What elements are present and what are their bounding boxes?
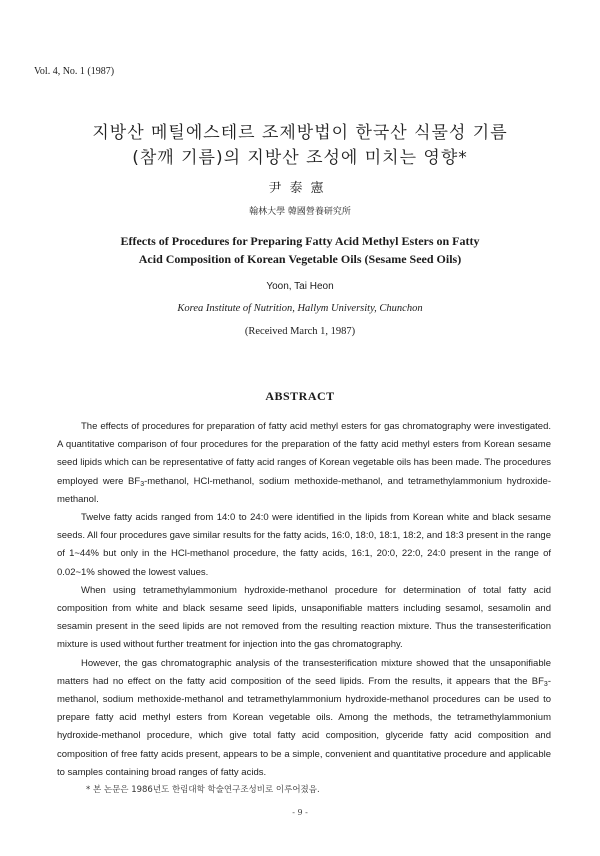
korean-author: 尹泰憲 [268,181,332,196]
abstract-paragraph-3: When using tetramethylammonium hydroxide-methanol procedure for determination of total fatty acid composition from white and black sesame seed lipids, unsaponifiable matters including sesamol, sesamolin and sesamin present in the seed lipids are not removed from the resulting reaction mixture. Thus the transesterification mixture is used without further treatment for injection into the gas chromatography. [57,584,551,651]
abstract-body [57,418,551,782]
english-title [0,232,600,268]
korean-title-line2: (참깨 기름)의 지방산 조성에 미치는 영향* [132,148,468,168]
korean-title-line1: 지방산 메틸에스테르 조제방법이 한국산 식물성 기름 [92,123,508,143]
english-author: Yoon, Tai Heon [266,281,334,292]
footnote: * 본 논문은 1986년도 한림대학 학술연구조성비로 이루어졌음. [86,785,320,795]
korean-affiliation: 翰林大學 韓國營養研究所 [249,207,351,217]
page-number: - 9 - [292,808,308,817]
received-date: (Received March 1, 1987) [244,326,356,337]
english-title-line1: Effects of Procedures for Preparing Fatty Acid Methyl Esters on Fatty [120,234,480,248]
english-title-line2: Acid Composition of Korean Vegetable Oils (Sesame Seed Oils) [138,252,462,266]
english-affiliation: Korea Institute of Nutrition, Hallym University, Chunchon [177,303,423,314]
volume-header: Vol. 4, No. 1 (1987) [34,66,115,77]
abstract-paragraph-4: However, the gas chromatographic analysis of the transesterification mixture showed that the unsaponifiable matters had no effect on the fatty acid composition of the seed lipids. From the results, it appears that the $BF_3$-methanol, sodium methoxide-methanol and tetramethylammonium hydroxide-methanol procedures can be used to prepare fatty acid methyl esters from Korean vegetable oils. Among the methods, the tetramethylammonium hydroxide-methanol procedure, which give total fatty acid composition, glyceride fatty acid composition and composition of free fatty acids present, appears to be a simple, convenient and quantitative procedure and applicable to samples containing broad ranges of fatty acids. [57,657,551,778]
abstract-paragraph-2: Twelve fatty acids ranged from 14:0 to 24:0 were identified in the lipids from Korean white and black sesame seeds. All four procedures gave similar results for the fatty acids, 16:0, 18:0, 18:1, 18:2, and 18:3 present in the range of 1~44% but only in the HCl-methanol procedure, the fatty acids, 16:1, 20:0, 22:0, 24:0 present in the range of 0.02~1% showed the lowest values. [57,512,551,578]
abstract-heading: ABSTRACT [265,389,335,403]
abstract-paragraph-1: The effects of procedures for preparation of fatty acid methyl esters for gas chromatography were investigated. A quantitative comparison of four procedures for the preparation of the fatty acid methyl esters from Korean sesame seed lipids which can be representative of fatty acid ranges of Korean vegetable oils has been made. The procedures employed were $BF_3$-methanol, HCl-methanol, sodium methoxide-methanol, and tetramethylammonium hydroxide-methanol. [57,421,551,505]
